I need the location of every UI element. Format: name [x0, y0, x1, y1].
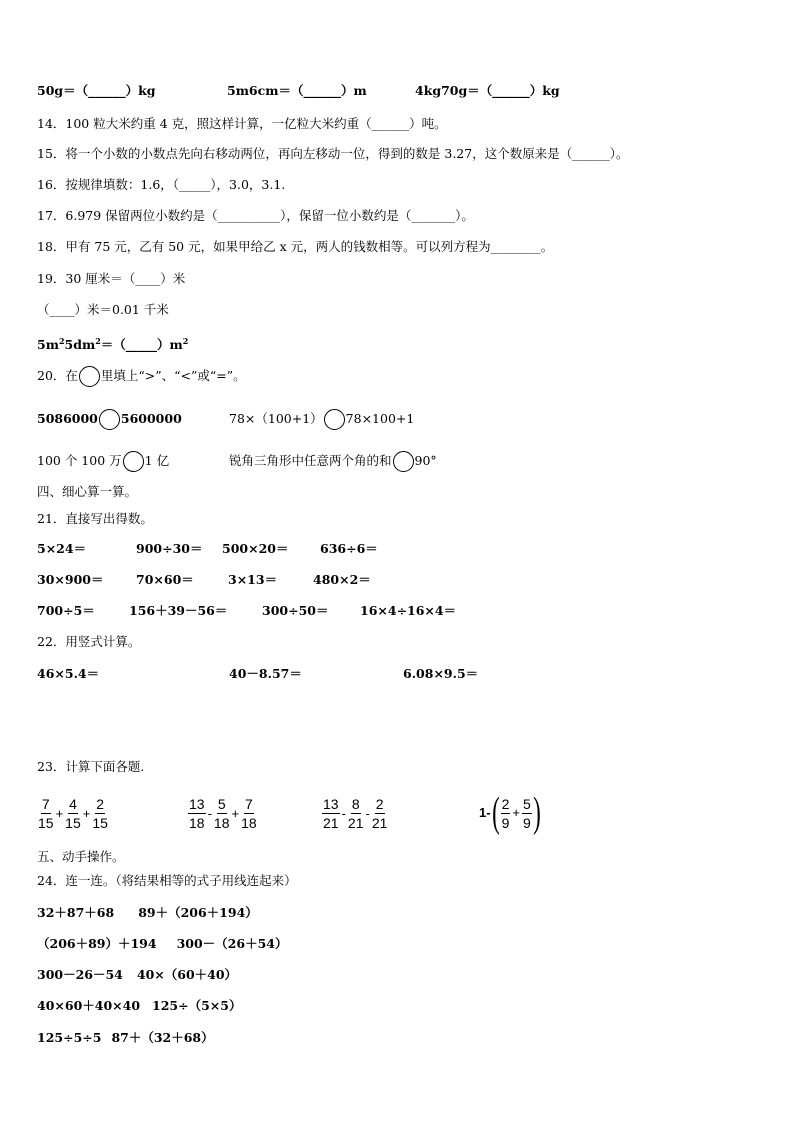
- match-row: （206＋89）＋194 300－（26＋54）: [37, 936, 288, 951]
- answer-circle[interactable]: [393, 451, 414, 472]
- question-20-prompt: 20．在 里填上“>”、“<”或“=”。: [37, 366, 246, 387]
- question-21-title: 21．直接写出得数。: [37, 511, 153, 526]
- question-19-line-3: $5m^25dm^2=(\_\_\_\_\_)m^2$: [37, 336, 189, 353]
- match-row: 40×60＋40×40 125÷（5×5）: [37, 998, 242, 1013]
- vertical-calc-item: 46×5.4＝: [37, 666, 100, 681]
- calc-item: 480×2＝: [313, 572, 371, 587]
- calc-item: 636÷6＝: [320, 541, 378, 556]
- question-17: 17．6.979 保留两位小数约是（__________），保留一位小数约是（_______）。: [37, 208, 474, 223]
- answer-circle[interactable]: [123, 451, 144, 472]
- match-row: 125÷5÷5 87＋（32＋68）: [37, 1030, 214, 1045]
- question-19-line-2: （____）米＝0.01 千米: [37, 302, 169, 317]
- question-16: 16．按规律填数：1.6，（_____），3.0，3.1.: [37, 177, 286, 192]
- question-18: 18．甲有 75 元，乙有 50 元，如果甲给乙 x 元，两人的钱数相等。可以列方程为________。: [37, 239, 554, 254]
- calc-item: 5×24＝: [37, 541, 87, 556]
- match-row: 32＋87＋68 89＋（206＋194）: [37, 905, 258, 920]
- answer-circle[interactable]: [324, 409, 345, 430]
- compare-item-a: 5086000 5600000: [37, 409, 182, 430]
- calc-item: 70×60＝: [136, 572, 194, 587]
- fraction-expression-3: $\frac{13}{21}$ - $\frac{8}{21}$ - $\frac{2}{21}$: [323, 796, 388, 831]
- calc-item: 3×13＝: [228, 572, 278, 587]
- calc-item: 30×900＝: [37, 572, 104, 587]
- question-15: 15．将一个小数的小数点先向右移动两位，再向左移动一位，得到的数是 3.27，这个数原来是（______）。: [37, 146, 629, 161]
- compare-item-c: 100 个 100 万 1 亿: [37, 451, 169, 472]
- question-19-line-1: 19．30 厘米＝（____）米: [37, 271, 186, 286]
- calc-item: 900÷30＝: [136, 541, 203, 556]
- compare-circle-icon: [79, 366, 100, 387]
- answer-circle[interactable]: [99, 409, 120, 430]
- match-row: 300－26－54 40×（60＋40）: [37, 967, 238, 982]
- fraction-expression-4: 1-( $\frac{2}{9}$ + $\frac{5}{9}$ ): [479, 790, 541, 836]
- unit-item-2: 5m6cm＝（______）m: [227, 83, 367, 98]
- question-22-title: 22．用竖式计算。: [37, 634, 141, 649]
- calc-item: 300÷50＝: [262, 603, 329, 618]
- compare-item-b: 78×（100+1） 78×100+1: [229, 409, 414, 430]
- vertical-calc-item: 40－8.57＝: [229, 666, 302, 681]
- compare-item-d: 锐角三角形中任意两个角的和 90°: [229, 451, 437, 472]
- calc-item: 500×20＝: [222, 541, 289, 556]
- fraction-expression-1: $\frac{7}{15}$ + $\frac{4}{15}$ + $\frac{2}{15}$: [38, 796, 108, 831]
- section-4-heading: 四、细心算一算。: [37, 484, 138, 499]
- question-14: 14．100 粒大米约重 4 克，照这样计算，一亿粒大米约重（______）吨。: [37, 116, 447, 131]
- unit-item-1: 50g＝（______）kg: [37, 83, 156, 98]
- question-24-title: 24．连一连。（将结果相等的式子用线连起来）: [37, 873, 297, 888]
- calc-item: 700÷5＝: [37, 603, 95, 618]
- vertical-calc-item: 6.08×9.5＝: [403, 666, 479, 681]
- calc-item: 16×4÷16×4＝: [360, 603, 457, 618]
- fraction-expression-2: $\frac{13}{18}$ - $\frac{5}{18}$ + $\frac{7}{18}$: [189, 796, 257, 831]
- question-23-title: 23．计算下面各题.: [37, 759, 145, 774]
- unit-item-3: 4kg70g＝（______）kg: [415, 83, 560, 98]
- section-5-heading: 五、动手操作。: [37, 849, 125, 864]
- calc-item: 156＋39－56＝: [129, 603, 228, 618]
- right-paren: ): [532, 790, 541, 836]
- left-paren: (: [491, 790, 500, 836]
